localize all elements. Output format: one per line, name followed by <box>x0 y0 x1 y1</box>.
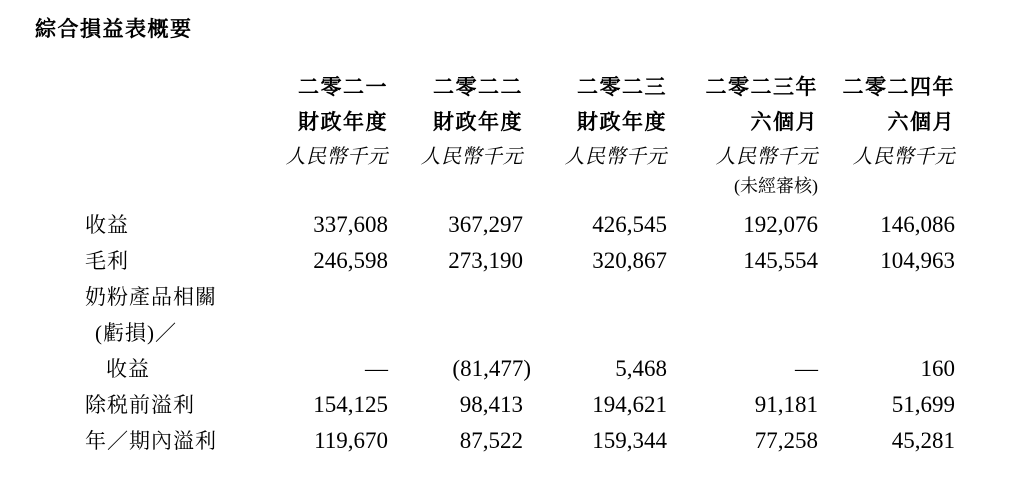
column-period-line1: 二零二三 <box>577 75 667 99</box>
column-period-line2: 六個月 <box>750 110 818 134</box>
value-cell: 91,181 <box>754 392 818 417</box>
value-cell: 5,468 <box>615 356 667 381</box>
column-header-fy2022 <box>388 70 523 175</box>
value-cell: 146,086 <box>880 212 955 237</box>
value-cell: 87,522 <box>459 428 523 453</box>
value-cell: 154,125 <box>313 392 388 417</box>
column-header-6m2024 <box>818 70 955 175</box>
row-label: 收益 <box>85 213 129 237</box>
value-cell: 45,281 <box>891 428 955 453</box>
table-row-milk-powder-income <box>85 351 957 387</box>
table-row-profit-for-period <box>85 423 957 459</box>
column-unaudited-note: (未經審核) <box>734 176 818 196</box>
income-statement-summary-table <box>85 70 957 459</box>
column-unit-label: 人民幣千元 <box>420 146 523 168</box>
column-period-line1: 二零二一 <box>298 75 388 99</box>
row-label: 除税前溢利 <box>85 393 195 417</box>
column-period-line1: 二零二二 <box>433 75 523 99</box>
column-header-fy2021 <box>278 70 388 175</box>
row-label: 奶粉產品相關 <box>85 285 217 309</box>
value-cell: 145,554 <box>743 248 818 273</box>
row-label: (虧損)／ <box>95 321 177 345</box>
value-cell: 426,545 <box>592 212 667 237</box>
column-period-line2: 財政年度 <box>298 110 388 134</box>
value-cell: 98,413 <box>459 392 523 417</box>
column-unit-label: 人民幣千元 <box>285 146 388 168</box>
column-period-line2: 六個月 <box>887 110 955 134</box>
value-cell: 337,608 <box>313 212 388 237</box>
value-cell: 51,699 <box>891 392 955 417</box>
column-unit-label: 人民幣千元 <box>564 146 667 168</box>
table-row-gross-profit <box>85 243 957 279</box>
column-unit-label: 人民幣千元 <box>852 146 955 168</box>
row-label: 年／期內溢利 <box>85 429 217 453</box>
value-cell: 77,258 <box>754 428 818 453</box>
table-row-revenue <box>85 207 957 243</box>
column-unit-label: 人民幣千元 <box>715 146 818 168</box>
value-cell: 159,344 <box>592 428 667 453</box>
value-cell: 160 <box>920 356 955 381</box>
value-cell: — <box>365 356 388 381</box>
row-label: 毛利 <box>85 249 129 273</box>
value-cell: 273,190 <box>448 248 523 273</box>
value-cell: 367,297 <box>448 212 523 237</box>
table-row-profit-before-tax <box>85 387 957 423</box>
table-body <box>85 197 957 459</box>
row-label: 收益 <box>106 357 150 381</box>
column-period-line2: 財政年度 <box>577 110 667 134</box>
value-cell: 119,670 <box>314 428 388 453</box>
value-cell: 194,621 <box>592 392 667 417</box>
table-row-milk-powder-line1 <box>85 279 957 315</box>
column-header-6m2023 <box>667 70 818 197</box>
column-period-line1: 二零二三年 <box>705 75 818 99</box>
value-cell: — <box>795 356 818 381</box>
value-cell: (81,477) <box>452 356 531 381</box>
column-header-fy2023 <box>523 70 667 175</box>
column-period-line1: 二零二四年 <box>842 75 955 99</box>
value-cell: 320,867 <box>592 248 667 273</box>
value-cell: 104,963 <box>880 248 955 273</box>
page-title: 綜合損益表概要 <box>35 17 193 41</box>
value-cell: 192,076 <box>743 212 818 237</box>
column-period-line2: 財政年度 <box>433 110 523 134</box>
table-row-milk-powder-line2 <box>85 315 957 351</box>
table-header-row <box>85 70 957 197</box>
value-cell: 246,598 <box>313 248 388 273</box>
